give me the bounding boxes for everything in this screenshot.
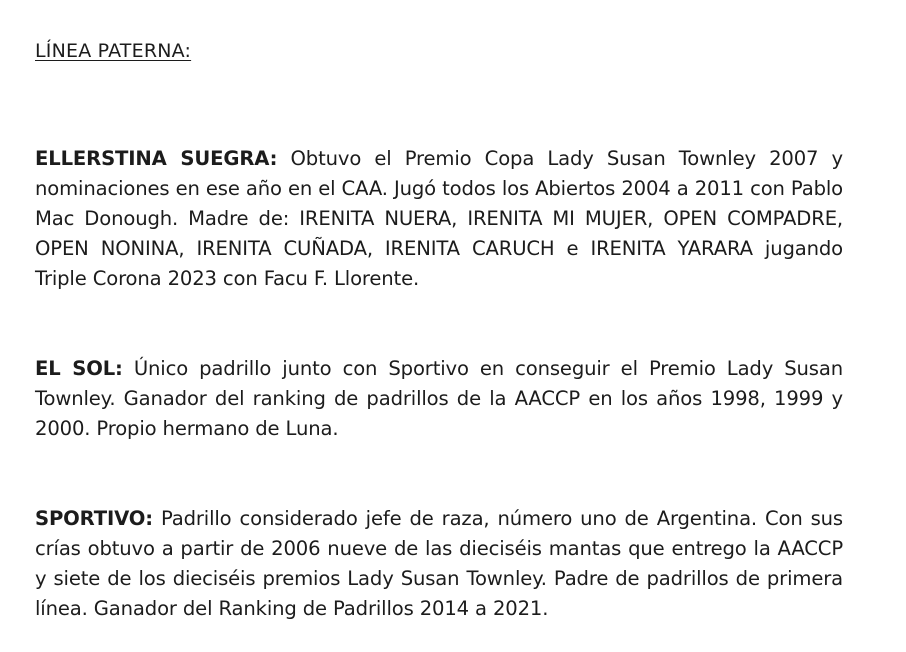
pedigree-entry-sportivo xyxy=(35,504,843,625)
entry-name: EL SOL: xyxy=(35,356,123,380)
pedigree-entry-ellerstina-suegra xyxy=(35,144,843,295)
entry-name: SPORTIVO: xyxy=(35,506,153,530)
entry-text: Padrillo considerado jefe de raza, número uno de Argentina. Con sus crías obtuvo a partir de 2006 nueve de las dieciséis mantas que entrego la AACCP y siete de los dieciséis premios Lady Susan Townley. Padre de padrillos de primera línea. Ganador del Ranking de Padrillos 2014 a 2021. xyxy=(35,506,843,621)
entry-text: Único padrillo junto con Sportivo en conseguir el Premio Lady Susan Townley. Ganador del ranking de padrillos de la AACCP en los años 1998, 1999 y 2000. Propio hermano de Luna. xyxy=(35,356,843,440)
entry-name: ELLERSTINA SUEGRA: xyxy=(35,146,278,170)
entry-text: Obtuvo el Premio Copa Lady Susan Townley 2007 y nominaciones en ese año en el CAA. Jugó todos los Abiertos 2004 a 2011 con Pablo Mac Donough. Madre de: IRENITA NUERA, IRENITA MI MUJER, OPEN COMPADRE, OPEN NONINA, IRENITA CUÑADA, IRENITA CARUCH e IRENITA YARARA jugando Triple Corona 2023 con Facu F. Llorente. xyxy=(35,146,843,291)
pedigree-entry-el-sol xyxy=(35,354,843,445)
section-heading: LÍNEA PATERNA: xyxy=(35,40,192,62)
